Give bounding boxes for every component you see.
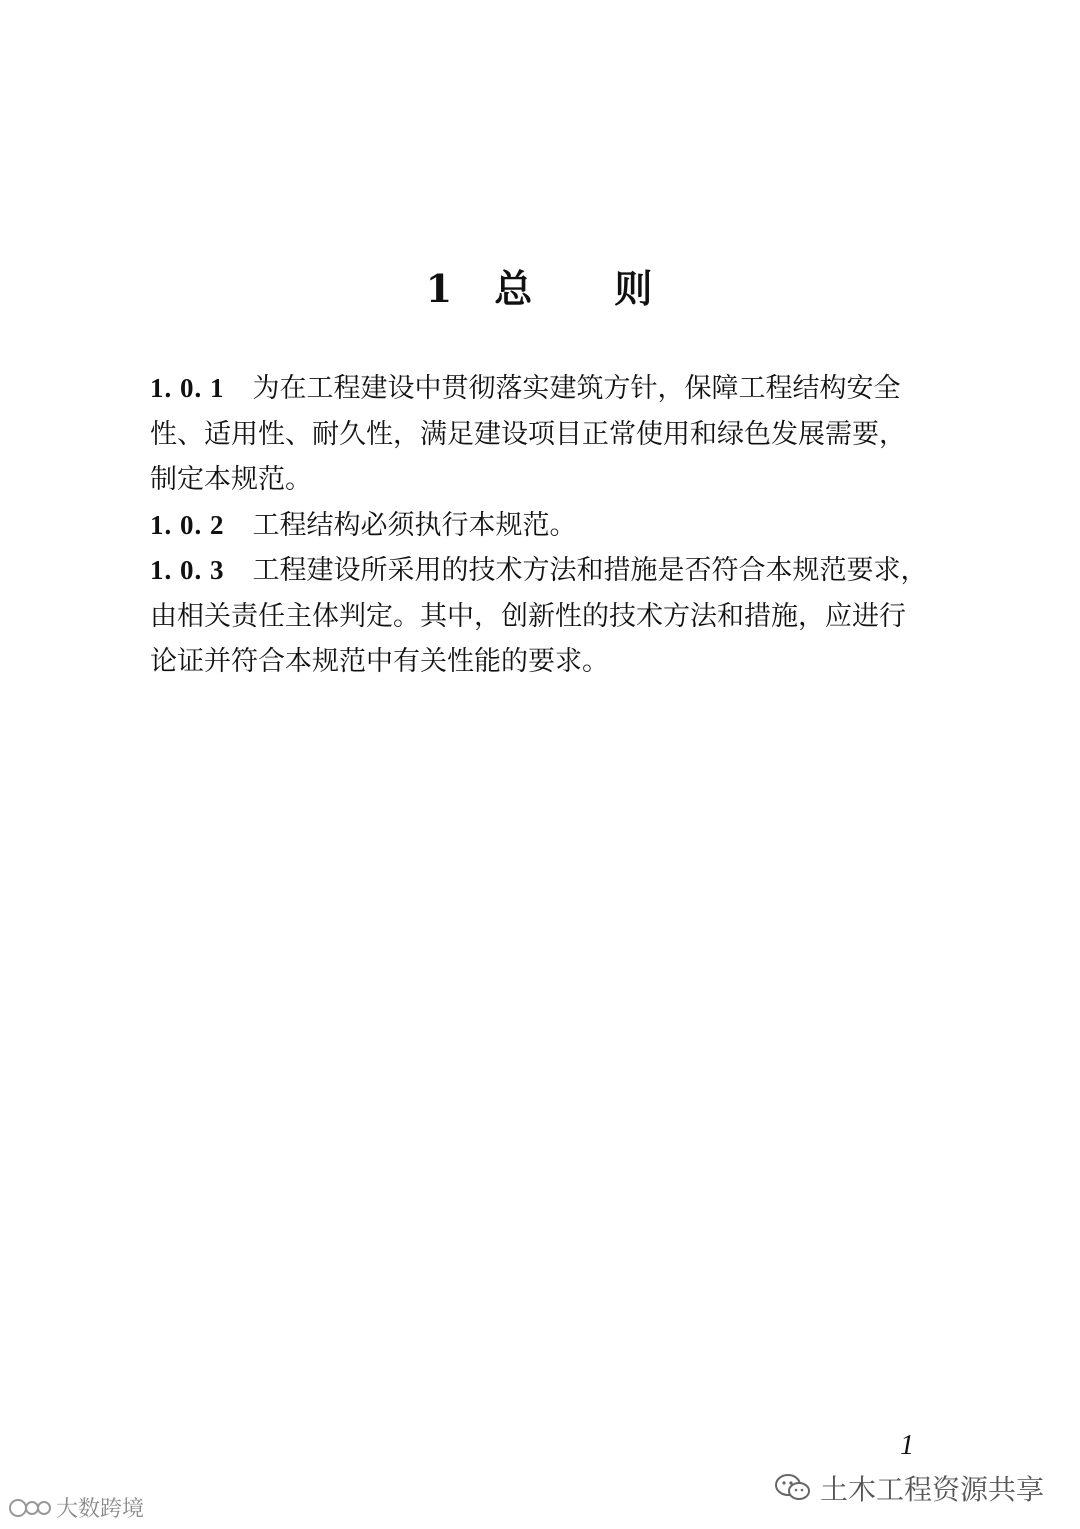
chapter-title-char-2: 则	[614, 266, 655, 311]
clause-line: 由相关责任主体判定。其中，创新性的技术方法和措施，应进行	[150, 600, 906, 632]
watermark-right	[774, 1468, 1044, 1508]
page-number: 1	[900, 1430, 914, 1461]
clause-line: 工程结构必须执行本规范。	[252, 509, 577, 541]
clause-number: 1. 0. 2	[150, 509, 225, 540]
clause-number: 1. 0. 1	[150, 373, 225, 403]
chapter-title	[0, 258, 1080, 313]
chapter-title-char-1: 总	[494, 266, 535, 311]
clause-number: 1. 0. 3	[150, 555, 225, 585]
clause-line: 性、适用性、耐久性，满足建设项目正常使用和绿色发展需要，	[150, 418, 906, 450]
chapter-number: 1	[425, 266, 455, 311]
clause-line: 制定本规范。	[150, 464, 312, 495]
logo-icon	[8, 1495, 52, 1521]
clause-line: 为在工程建设中贯彻落实建筑方针，保障工程结构安全	[252, 373, 901, 404]
clause-line: 论证并符合本规范中有关性能的要求。	[150, 646, 609, 677]
clause-line: 工程建设所采用的技术方法和措施是否符合本规范要求，	[252, 555, 928, 586]
watermark-left-text: 大数跨境	[56, 1497, 145, 1522]
wechat-icon	[774, 1472, 812, 1504]
clauses	[150, 366, 950, 685]
watermark-right-text: 土木工程资源共享	[819, 1473, 1044, 1506]
clause-1-0-2	[150, 503, 950, 549]
clause-1-0-3	[150, 548, 950, 685]
clause-1-0-1	[150, 366, 950, 503]
watermark-left	[8, 1492, 144, 1523]
